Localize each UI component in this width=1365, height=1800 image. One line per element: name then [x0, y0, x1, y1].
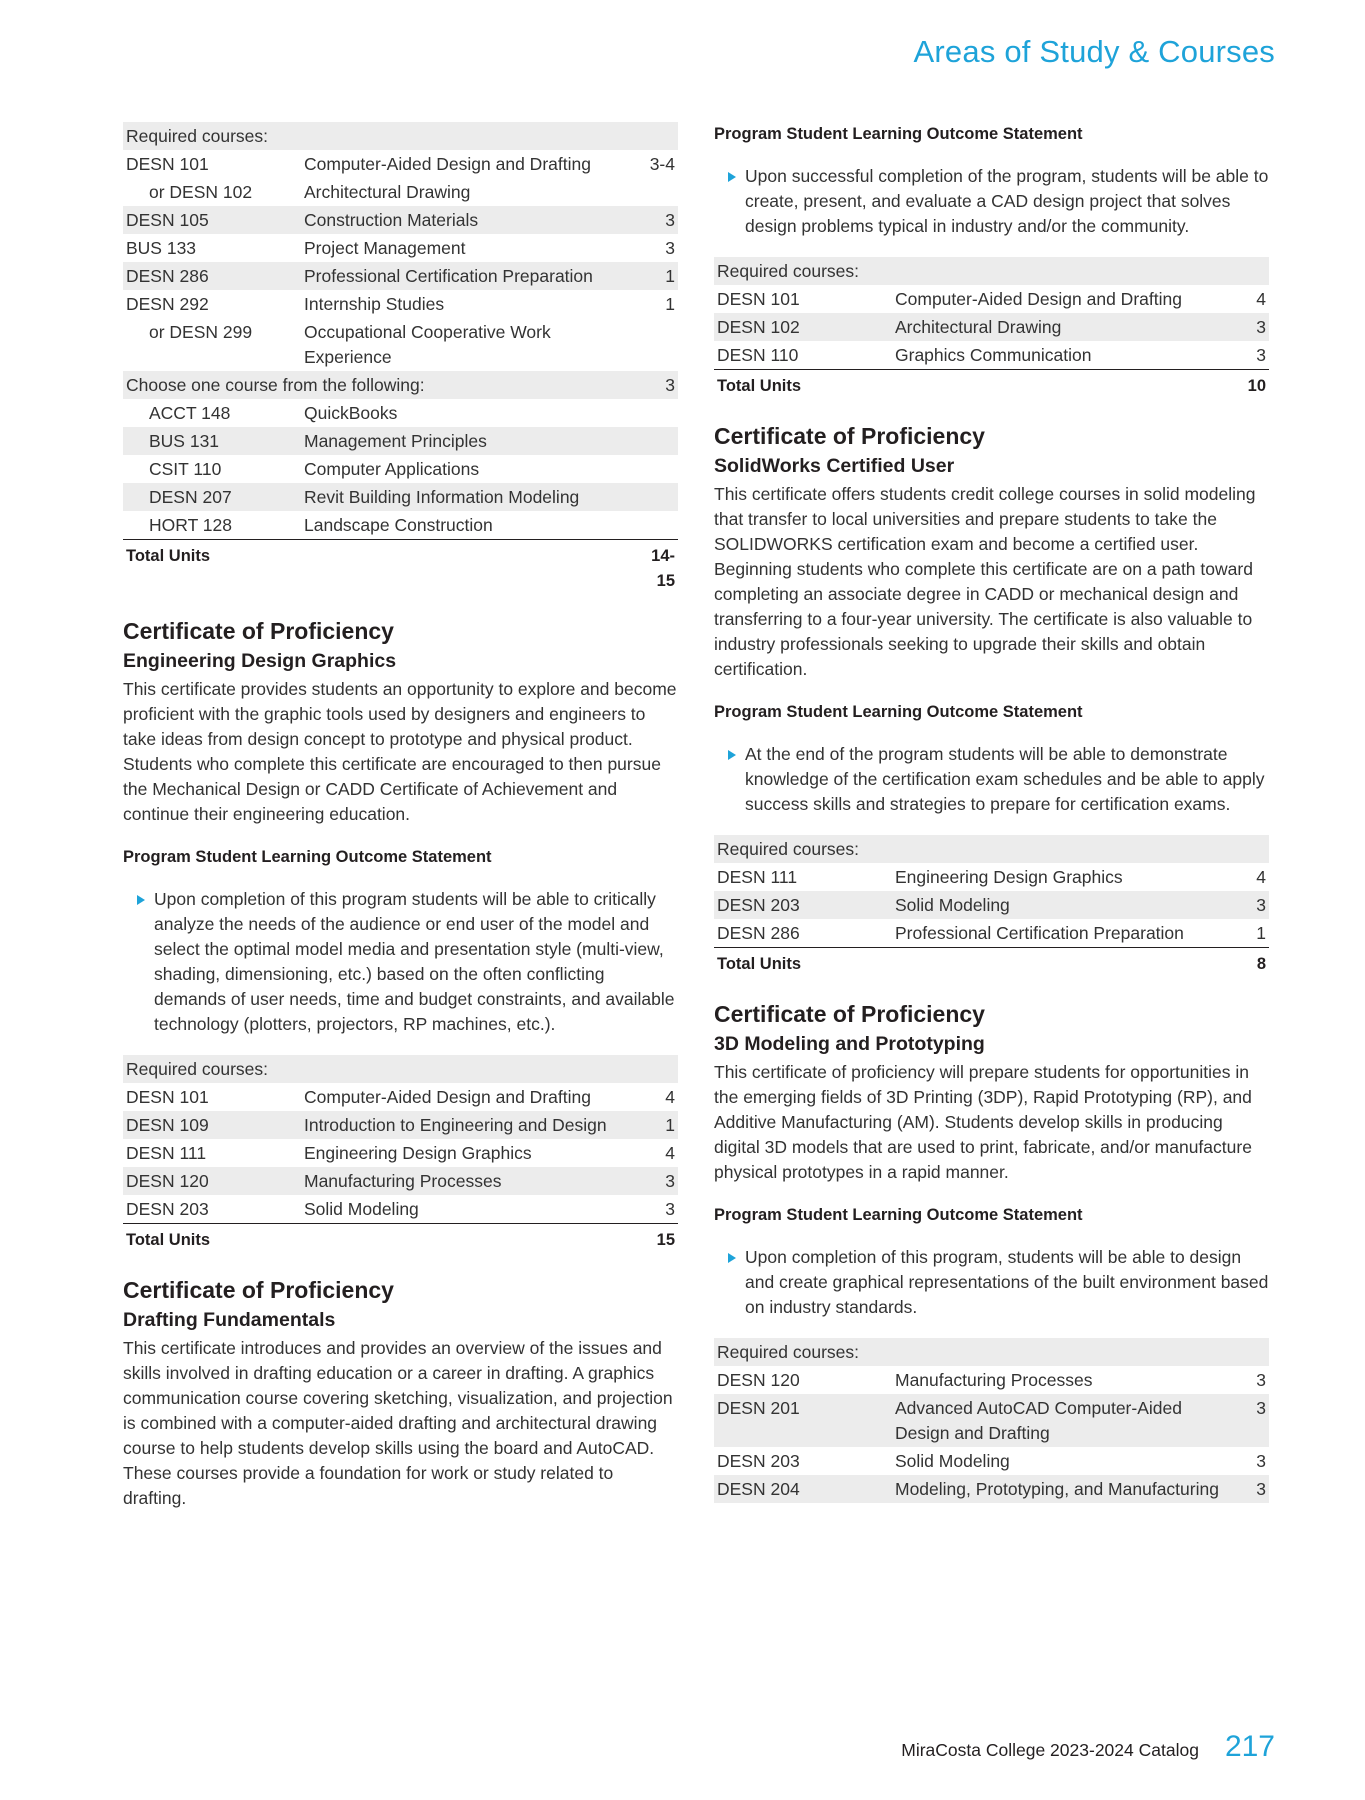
cert-heading: Certificate of Proficiency — [123, 618, 394, 644]
courses-table — [714, 257, 1269, 400]
table-row: DESN 204 Modeling, Prototyping, and Manufacturing 3 — [714, 1475, 1269, 1503]
courses-table — [714, 835, 1269, 978]
pslo-bullet: At the end of the program students will be able to demonstrate knowledge of the certification exam schedules and be able to apply success skills and strategies to prepare for certification exams. — [745, 742, 1269, 817]
table-row: DESN 105 Construction Materials 3 — [123, 206, 678, 234]
table-row: DESN 203 Solid Modeling 3 — [126, 1199, 675, 1219]
table-row: DESN 292 Internship Studies 1 — [126, 294, 675, 314]
table-row: DESN 110 Graphics Communication 3 — [717, 345, 1266, 365]
cert-subheading: Drafting Fundamentals — [123, 1309, 336, 1331]
cert-subheading: Engineering Design Graphics — [123, 650, 397, 672]
bullet-arrow-icon — [728, 750, 736, 760]
table-header-row: Required courses: — [123, 1055, 678, 1083]
bullet-arrow-icon — [137, 895, 145, 905]
table-row: DESN 101 Computer-Aided Design and Drafting 4 — [717, 289, 1266, 309]
cert-description: This certificate provides students an opportunity to explore and become proficient with the graphic tools used by designers and engineers to take ideas from design concept to prototype and physical product. Students who complete this certificate are encouraged to then pursue the Mechanical Design or CADD Certificate of Achievement and continue their engineering education. — [123, 679, 677, 824]
pslo-heading: Program Student Learning Outcome Statement — [714, 125, 1083, 143]
left-column — [123, 122, 678, 1511]
cert-heading: Certificate of Proficiency — [123, 1277, 394, 1303]
table-row: ACCT 148 QuickBooks — [149, 403, 398, 423]
table-row: BUS 131 Management Principles — [123, 427, 678, 455]
courses-table — [123, 1055, 678, 1254]
table-row: DESN 286 Professional Certification Preparation 1 — [123, 262, 678, 290]
table-row: DESN 120 Manufacturing Processes 3 — [123, 1167, 678, 1195]
table-header-row: Required courses: — [123, 122, 678, 150]
cert-description: This certificate of proficiency will prepare students for opportunities in the emerging fields of 3D Printing (3DP), Rapid Prototyping (RP), and Additive Manufacturing (AM). Students develop skills in producing digital 3D models that are used to print, fabricate, and/or manufacture physical prototypes in a rapid manner. — [714, 1062, 1252, 1182]
total-units-row: Total Units 14-15 — [123, 540, 678, 596]
pslo-bullet: Upon completion of this program students will be able to critically analyze the needs of the audience or end user of the model and select the optimal model media and presentation style (multi-view, shading, dimensioning, etc.) based on the often conflicting demands of user needs, time and budget constraints, and available technology (plotters, projectors, RP machines, etc.). — [154, 887, 678, 1037]
table-row: DESN 207 Revit Building Information Modeling — [123, 483, 678, 511]
table-row: DESN 111 Engineering Design Graphics 4 — [126, 1143, 675, 1163]
pslo-bullet: Upon successful completion of the program, students will be able to create, present, and evaluate a CAD design project that solves design problems typical in industry and/or the community. — [745, 164, 1269, 239]
pslo-heading: Program Student Learning Outcome Statement — [714, 1206, 1083, 1224]
table-row: DESN 120 Manufacturing Processes 3 — [717, 1370, 1266, 1390]
cert-description: This certificate offers students credit college courses in solid modeling that transfer to local universities and prepare students to take the SOLIDWORKS certification exam and become a certified user. Beginning students who complete this certificate are on a path toward completing an associate degree in CADD or mechanical design and transferring to a four-year university. The certificate is also valuable to industry professionals seeking to upgrade their skills and obtain certification. — [714, 484, 1256, 679]
table-row: DESN 203 Solid Modeling 3 — [714, 891, 1269, 919]
cert-description: This certificate introduces and provides an overview of the issues and skills involved in drafting education or a career in drafting. A graphics communication course covering sketching, visualization, and projection is combined with a computer-aided drafting and architectural drawing course to help students develop skills using the board and AutoCAD. These courses provide a foundation for work or study related to drafting. — [123, 1338, 673, 1508]
choose-one-row: Choose one course from the following: 3 — [123, 371, 678, 399]
cert-subheading: 3D Modeling and Prototyping — [714, 1033, 985, 1055]
courses-table — [714, 1338, 1269, 1503]
cert-subheading: SolidWorks Certified User — [714, 455, 955, 477]
table-row: HORT 128 Landscape Construction — [149, 515, 493, 535]
table-header-row: Required courses: — [714, 835, 1269, 863]
table-row: DESN 102 Architectural Drawing 3 — [714, 313, 1269, 341]
table-row: BUS 133 Project Management 3 — [126, 238, 675, 258]
table-row: CSIT 110 Computer Applications — [149, 459, 480, 479]
page-section-title: Areas of Study & Courses — [913, 34, 1275, 69]
total-units-row: Total Units 10 — [714, 370, 1269, 401]
table-header-row: Required courses: — [714, 257, 1269, 285]
table-row: or DESN 299 Occupational Cooperative Work Experience — [149, 322, 551, 367]
bullet-arrow-icon — [728, 172, 736, 182]
cert-heading: Certificate of Proficiency — [714, 423, 985, 449]
pslo-heading: Program Student Learning Outcome Statement — [123, 848, 492, 866]
table-row: DESN 286 Professional Certification Preparation 1 — [717, 923, 1266, 943]
bullet-arrow-icon — [728, 1253, 736, 1263]
cert-heading: Certificate of Proficiency — [714, 1001, 985, 1027]
page-number: 217 — [1224, 1730, 1275, 1763]
total-units-row: Total Units 8 — [714, 948, 1269, 979]
table-row: or DESN 102 Architectural Drawing — [149, 182, 471, 202]
table-row: DESN 101 Computer-Aided Design and Drafting 3-4 — [126, 154, 675, 174]
total-units-row: Total Units 15 — [123, 1224, 678, 1255]
right-column — [714, 122, 1269, 1503]
pslo-heading: Program Student Learning Outcome Statement — [714, 703, 1083, 721]
page-footer — [901, 1730, 1275, 1764]
table-row: DESN 109 Introduction to Engineering and Design 1 — [123, 1111, 678, 1139]
table-row: DESN 101 Computer-Aided Design and Drafting 4 — [126, 1087, 675, 1107]
table-header-row: Required courses: — [714, 1338, 1269, 1366]
table-row: DESN 201 Advanced AutoCAD Computer-Aided Design and Drafting 3 — [714, 1394, 1269, 1447]
pslo-bullet: Upon completion of this program, students will be able to design and create graphical representations of the built environment based on industry standards. — [745, 1245, 1269, 1320]
courses-table-continued — [123, 122, 678, 595]
table-row: DESN 203 Solid Modeling 3 — [717, 1451, 1266, 1471]
table-row: DESN 111 Engineering Design Graphics 4 — [717, 867, 1266, 887]
catalog-name: MiraCosta College 2023-2024 Catalog — [901, 1740, 1199, 1760]
